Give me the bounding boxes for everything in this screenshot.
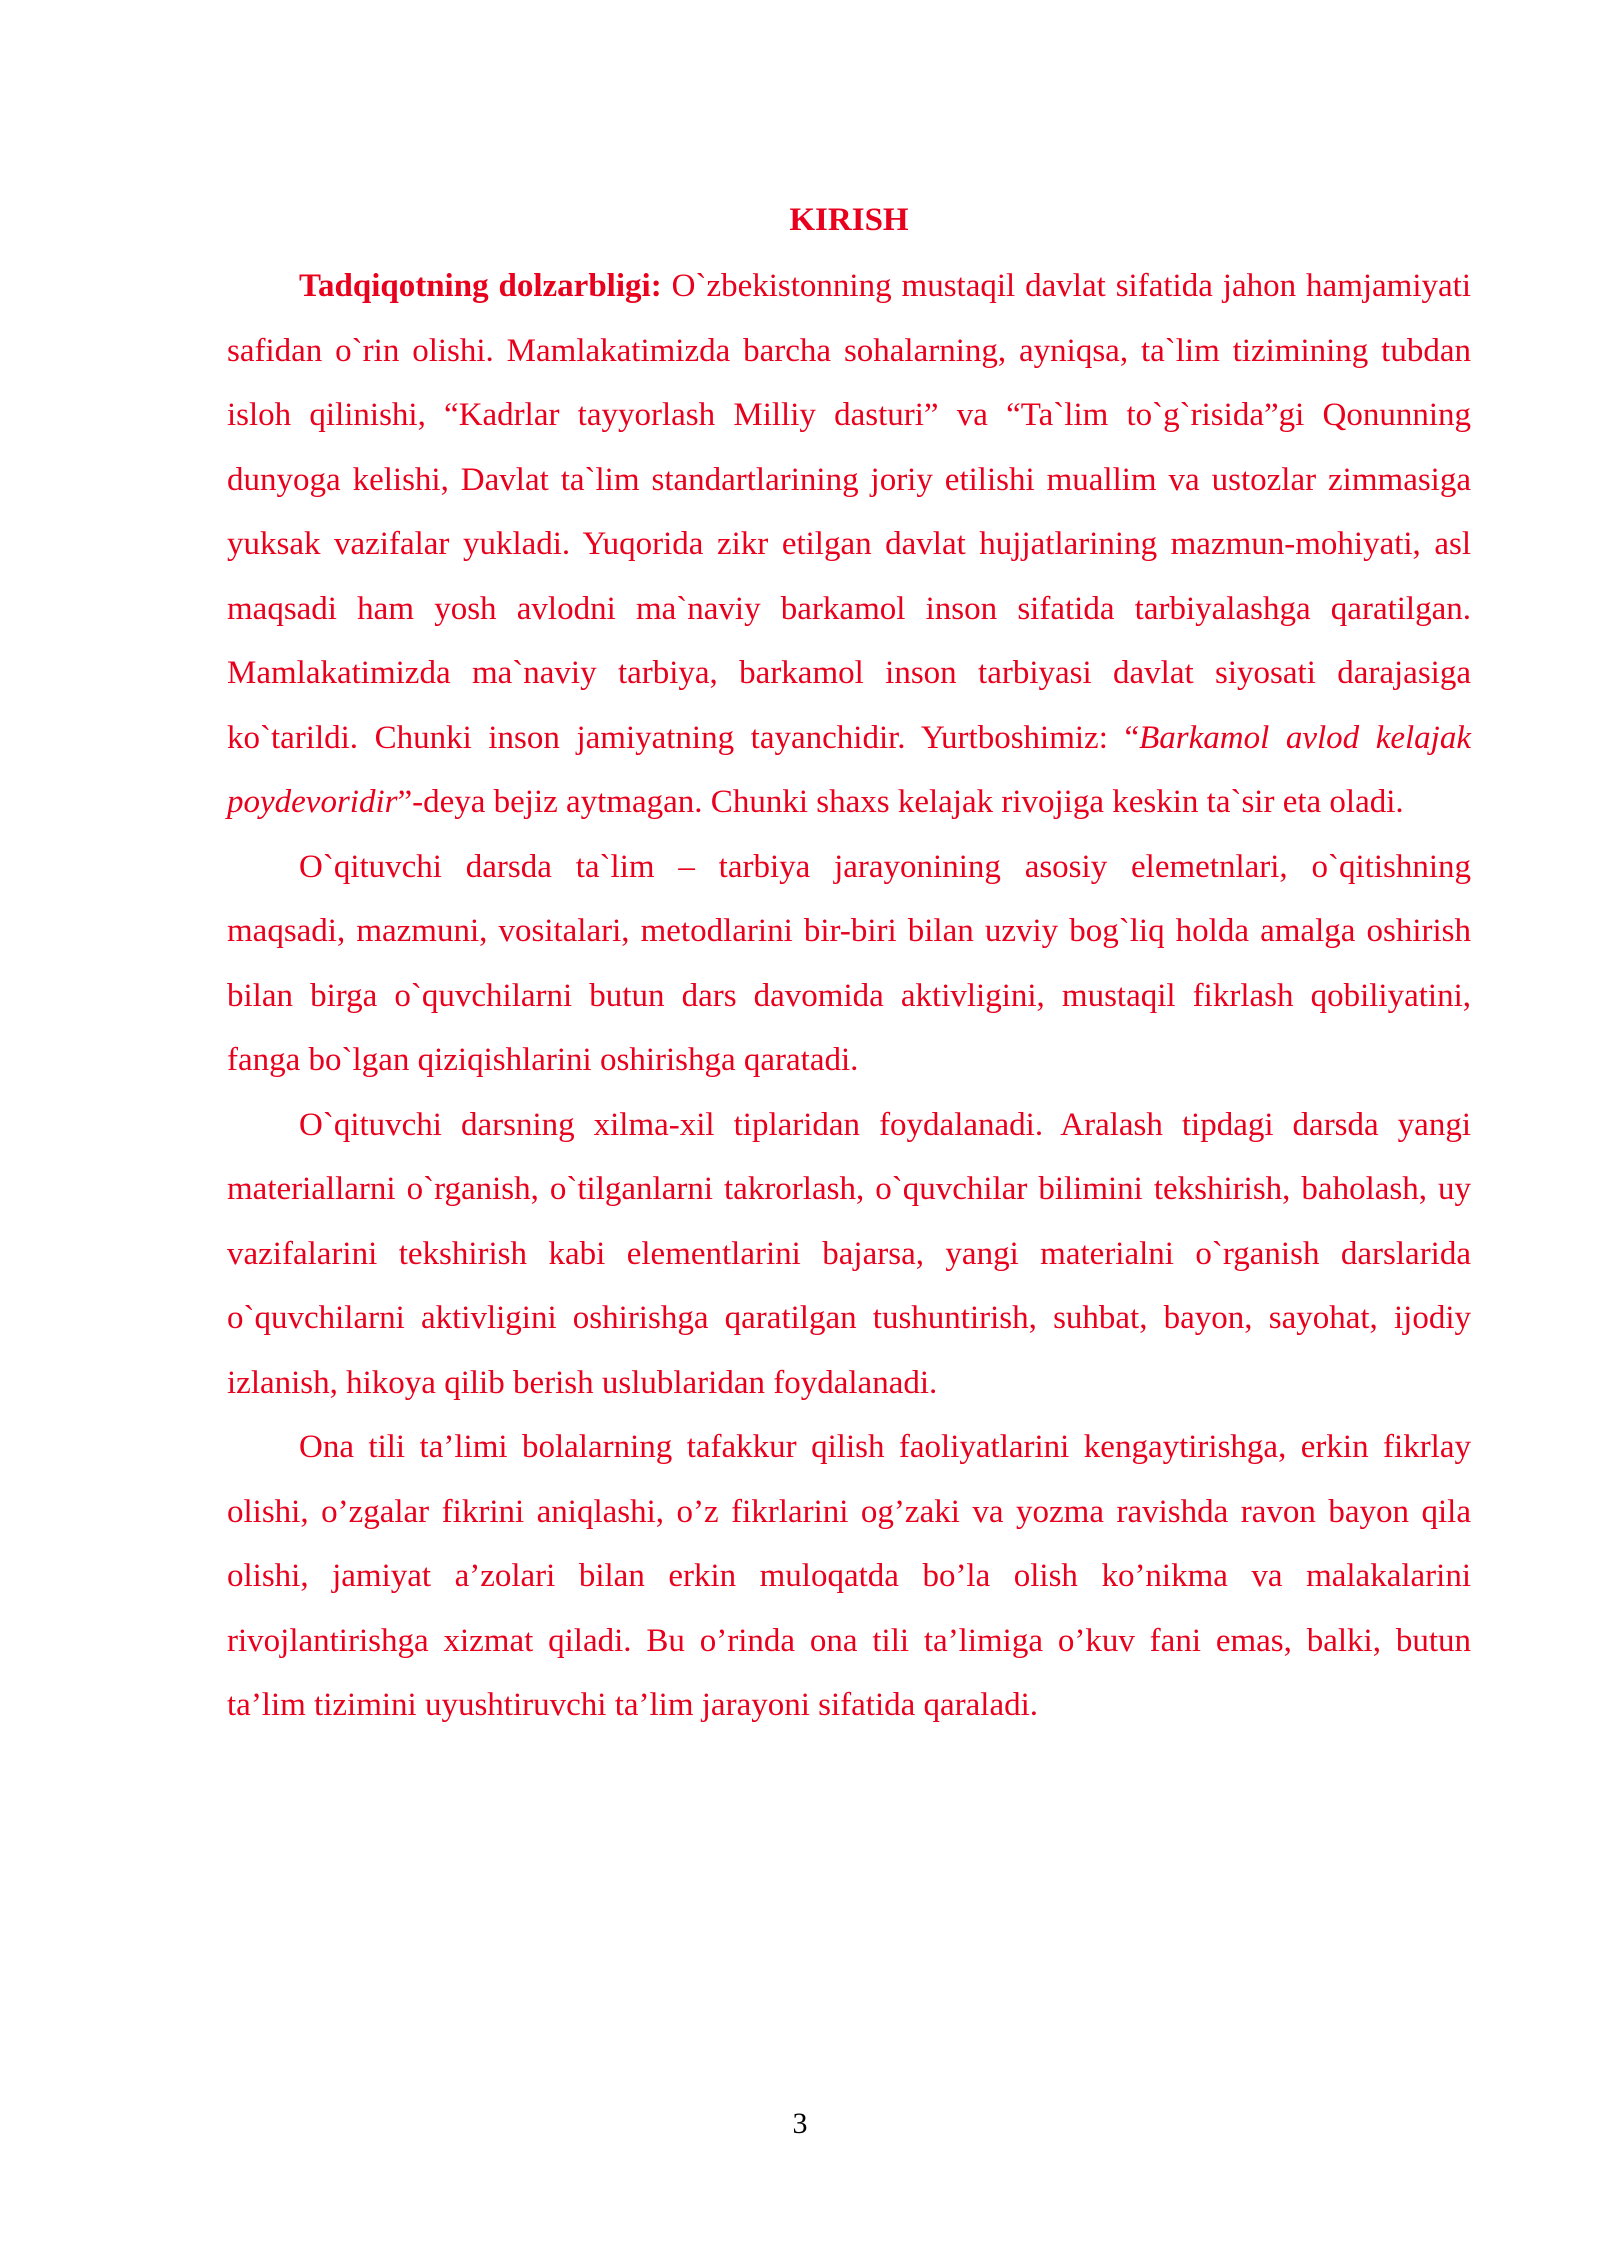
page-number: 3 <box>792 2107 808 2140</box>
relevance-text-part1: O`zbekistonning mustaqil davlat sifatida jahon hamjamiyati safidan o`rin olishi. Mamlakatimizda barcha sohalarning, ayniqsa, ta`lim tizimining tubdan isloh qilinishi, “Kadrlar tayyorlash Milliy dasturi” va “Ta`lim to`g`risida”gi Qonunning dunyoga kelishi, Davlat ta`lim standartlarining joriy etilishi muallim va ustozlar zimmasiga yuksak vazifalar yukladi. Yuqorida zikr etilgan davlat hujjatlarining mazmun-mohiyati, asl maqsadi ham yosh avlodni ma`naviy barkamol inson sifatida tarbiyalashga qaratilgan. Mamlakatimizda ma`naviy tarbiya, barkamol inson tarbiyasi davlat siyosati darajasiga ko`tarildi. Chunki inson jamiyatning tayanchidir. Yurtboshimiz: “ <box>227 268 1471 756</box>
page-title: KIRISH <box>789 202 909 238</box>
paragraph-teacher-lesson: O`qituvchi darsda ta`lim – tarbiya jarayonining asosiy elemetnlari, o`qitishning maqsadi, mazmuni, vositalari, metodlarini bir-biri bilan uzviy bog`liq holda amalga oshirish bilan birga o`quvchilarni butun dars davomida aktivligini, mustaqil fikrlash qobiliyatini, fanga bo`lgan qiziqishlarini oshirishga qaratadi. <box>227 848 1471 1078</box>
paragraph-native-language: Ona tili ta’limi bolalarning tafakkur qilish faoliyatlarini kengaytirishga, erkin fikrlay olishi, o’zgalar fikrini aniqlashi, o’z fikrlarini og’zaki va yozma ravishda ravon bayon qila olishi, jamiyat a’zolari bilan erkin muloqatda bo’la olish ko’nikma va malakalarini rivojlantirishga xizmat qiladi. Bu o’rinda ona tili ta’limiga o’kuv fani emas, balki, butun ta’lim tizimini uyushtiruvchi ta’lim jarayoni sifatida qaraladi. <box>227 1429 1471 1723</box>
relevance-heading: Tadqiqotning dolzarbligi: <box>299 268 662 304</box>
relevance-quote: Barkamol avlod kelajak poydevoridir <box>227 719 1471 820</box>
paragraph-lesson-types: O`qituvchi darsning xilma-xil tiplaridan foydalanadi. Aralash tipdagi darsda yangi materiallarni o`rganish, o`tilganlarni takrorlash, o`quvchilar bilimini tekshirish, baholash, uy vazifalarini tekshirish kabi elementlarini bajarsa, yangi materialni o`rganish darslarida o`quvchilarni aktivligini oshirishga qaratilgan tushuntirish, suhbat, bayon, sayohat, ijodiy izlanish, hikoya qilib berish uslublaridan foydalanadi. <box>227 1106 1471 1401</box>
page-content <box>227 188 1471 1738</box>
paragraph-relevance <box>227 254 1471 835</box>
relevance-text-part2: ”-deya bejiz aytmagan. Chunki shaxs kelajak rivojiga keskin ta`sir eta oladi. <box>397 784 1404 820</box>
